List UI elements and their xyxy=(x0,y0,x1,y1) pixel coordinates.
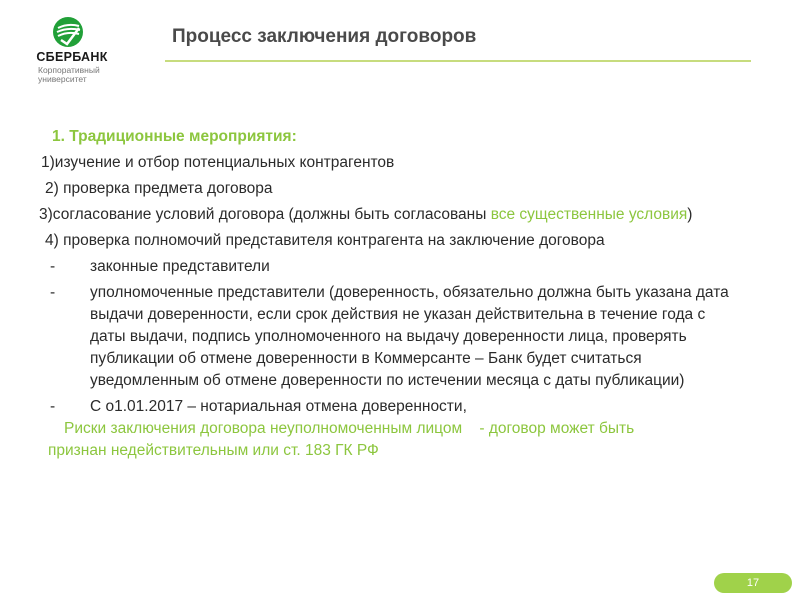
list-item-1: 1)изучение и отбор потенциальных контрагентов xyxy=(41,154,395,171)
logo-name: СБЕРБАНК xyxy=(36,50,108,64)
page-number-badge: 17 xyxy=(714,573,792,593)
list-item-2: 2) проверка предмета договора xyxy=(45,180,273,197)
title-divider xyxy=(165,60,751,62)
section-heading: 1. Традиционные мероприятия: xyxy=(52,128,297,145)
logo-subtitle-line2: университет xyxy=(38,74,87,84)
sberbank-logo-icon xyxy=(52,16,84,48)
sberbank-logo xyxy=(32,16,112,92)
list-item-3-close: ) xyxy=(687,206,693,223)
risk-note-part2: - договор может быть xyxy=(462,420,635,437)
dash-marker: - xyxy=(50,398,56,415)
risk-note-part1: Риски заключения договора неуполномоченным лицом xyxy=(64,420,463,437)
dash-item-text: С о1.01.2017 – нотариальная отмена доверенности, xyxy=(90,398,467,415)
risk-note-line1 xyxy=(64,418,738,440)
dash-item-1 xyxy=(28,256,738,278)
list-item-3 xyxy=(39,204,738,226)
page-title: Процесс заключения договоров xyxy=(172,26,477,47)
dash-item-text: законные представители xyxy=(90,258,270,275)
logo-subtitle xyxy=(38,66,118,84)
list-item-3-text: 3)согласование условий договора (должны быть согласованы xyxy=(39,206,491,223)
list-item-3-highlight: все существенные условия xyxy=(490,206,688,223)
dash-item-2 xyxy=(28,282,738,392)
logo-subtitle-line1: Корпоративный xyxy=(38,65,100,75)
dash-item-text: уполномоченные представители (доверенность, обязательно должна быть указана дата выдачи доверенности, если срок действия не указан действительна в течение года с даты выдачи, подпись уполномоченного на выдачу доверенности лица, проверять публикации об отмене доверенности в Коммерсанте – Банк будет считаться уведомленным об отмене доверенности по истечении месяца с даты публикации) xyxy=(90,284,729,389)
slide-content xyxy=(28,126,738,462)
dash-marker: - xyxy=(50,284,56,301)
risk-note-line2: признан недействительным или ст. 183 ГК РФ xyxy=(48,442,379,459)
list-item-4: 4) проверка полномочий представителя контрагента на заключение договора xyxy=(45,232,605,249)
dash-marker: - xyxy=(50,258,56,275)
dash-item-3 xyxy=(28,396,738,418)
